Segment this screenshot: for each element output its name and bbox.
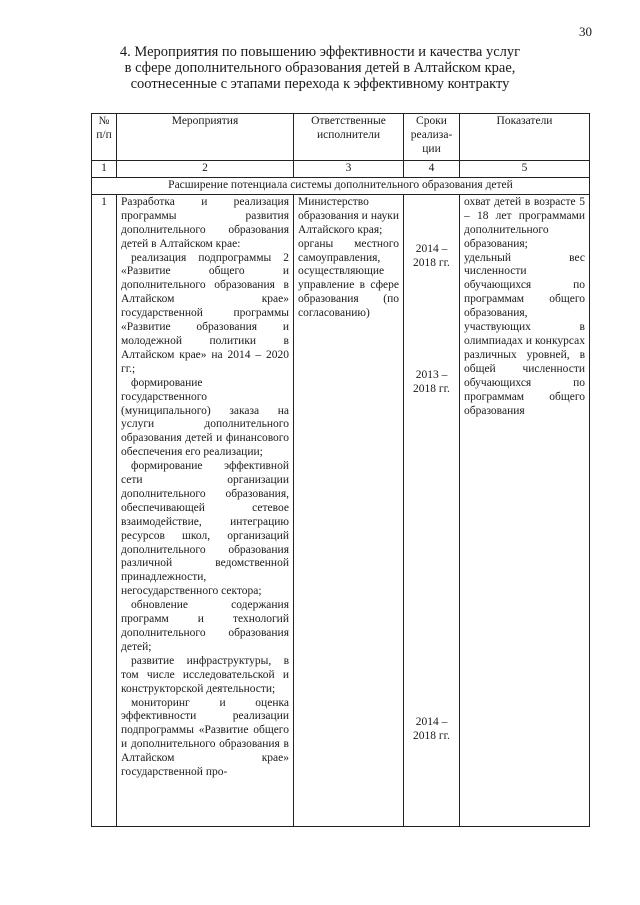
indicator-item: охват детей в возрасте 5 – 18 лет программами дополнительного образования; (464, 195, 585, 250)
responsible-item: Министерство образования и науки Алтайского края; (298, 195, 399, 236)
date-range: 2013 – 2018 гг. (413, 368, 450, 395)
colnum-2: 2 (117, 161, 294, 178)
section-title: Расширение потенциала системы дополнительного образования детей (92, 177, 590, 194)
activity-item: формирование государственного (муниципального) заказа на услуги дополнительного образования детей и финансового обеспечения его реализации; (121, 376, 289, 459)
header-row (92, 114, 590, 161)
header-dates: Сроки реализа-ции (404, 114, 460, 161)
table-row (92, 194, 590, 826)
indicators-cell (460, 194, 590, 826)
responsible-item: органы местного самоуправления, осуществляющие управление в сфере образования (по согласованию) (298, 237, 399, 320)
colnum-1: 1 (92, 161, 117, 178)
colnum-5: 5 (460, 161, 590, 178)
title-line-3: соотнесенные с этапами перехода к эффективному контракту (130, 76, 510, 92)
dates-cell (404, 194, 460, 826)
activity-item: развитие инфраструктуры, в том числе исследовательской и конструкторской деятельности; (121, 654, 289, 695)
activities-cell (117, 194, 294, 826)
header-responsible: Ответственные исполнители (294, 114, 404, 161)
column-numbers-row (92, 161, 590, 178)
activity-item: Разработка и реализация программы развития дополнительного образования детей в Алтайском крае: (121, 195, 289, 250)
header-activities: Мероприятия (117, 114, 294, 161)
activity-item: мониторинг и оценка эффективности реализации подпрограммы «Развитие общего и дополнительного образования в Алтайском крае» государственной про- (121, 696, 289, 779)
title-line-2: в сфере дополнительного образования детей в Алтайском крае, (124, 60, 516, 76)
indicator-item: удельный вес численности обучающихся по программам общего образования, участвующих в олимпиадах и конкурсах различных уровней, в общей численности обучающихся по программам общего образования (464, 251, 585, 417)
colnum-4: 4 (404, 161, 460, 178)
title-line-1: 4. Мероприятия по повышению эффективности и качества услуг (119, 44, 521, 60)
page-number: 30 (579, 24, 592, 39)
page-title (80, 44, 560, 92)
measures-table (91, 113, 590, 827)
activity-item: формирование эффективной сети организации дополнительного образования, обеспечивающей сетевое взаимодействие, интеграцию ресурсов школ, организаций дополнительного образования различной ведомственной принадлежности, негосударственного сектора; (121, 460, 289, 598)
date-range: 2014 – 2018 гг. (413, 715, 450, 742)
header-indicators: Показатели (460, 114, 590, 161)
header-num: № п/п (92, 114, 117, 161)
date-range: 2014 – 2018 гг. (413, 242, 450, 269)
colnum-3: 3 (294, 161, 404, 178)
activity-item: обновление содержания программ и технологий дополнительного образования детей; (121, 599, 289, 653)
row-number: 1 (92, 194, 117, 826)
responsible-cell (294, 194, 404, 826)
section-row (92, 177, 590, 194)
activity-item: реализация подпрограммы 2 «Развитие общего и дополнительного образования в Алтайском крае» государственной программы «Развитие образования и молодежной политики в Алтайском крае» на 2014 – 2020 гг.; (121, 251, 289, 375)
